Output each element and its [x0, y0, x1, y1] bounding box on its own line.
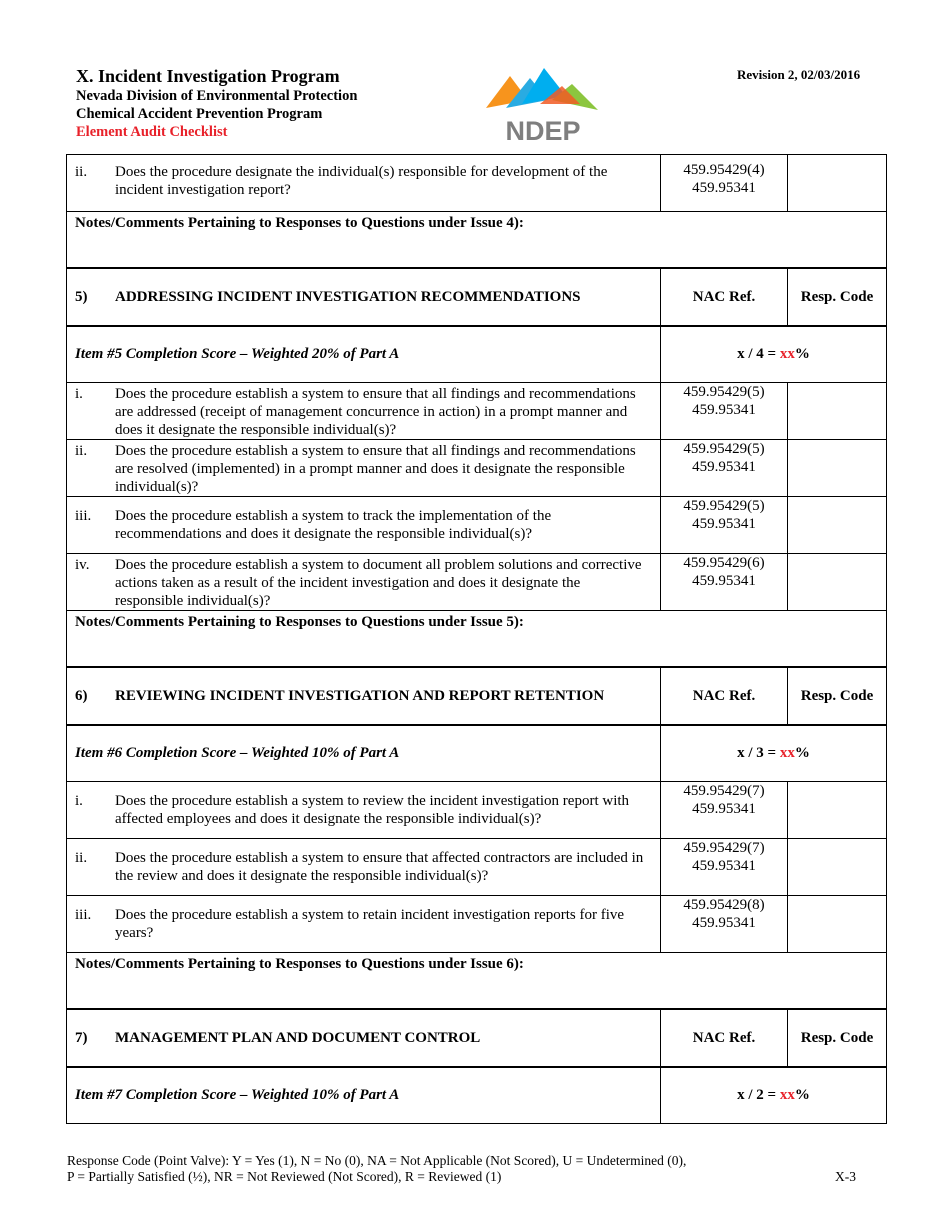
page-title: X. Incident Investigation Program: [76, 66, 340, 86]
page-header: [0, 0, 950, 156]
section-title: MANAGEMENT PLAN AND DOCUMENT CONTROL: [115, 1029, 481, 1046]
notes-field[interactable]: Notes/Comments Pertaining to Responses to Questions under Issue 5):: [67, 611, 887, 667]
score-row: Item #5 Completion Score – Weighted 20% of Part A x / 4 = xx%: [67, 326, 887, 383]
section-header: 6) REVIEWING INCIDENT INVESTIGATION AND REPORT RETENTION NAC Ref. Resp. Code: [67, 667, 887, 725]
resp-code-cell[interactable]: [788, 782, 887, 839]
ndep-logo: [482, 64, 604, 144]
notes-row: [67, 953, 887, 1009]
table-row: ii. Does the procedure establish a system to ensure that affected contractors are included in the review and does it designate the responsible individual(s)? 459.95429(7) 459.95341: [67, 839, 887, 896]
org-name: Nevada Division of Environmental Protection: [76, 88, 358, 104]
section-title: ADDRESSING INCIDENT INVESTIGATION RECOMMENDATIONS: [115, 288, 581, 305]
table-row: ii. Does the procedure designate the individual(s) responsible for development of the incident investigation report? 459.95429(4) 459.95341: [67, 155, 887, 212]
revision-label: Revision 2, 02/03/2016: [737, 67, 861, 82]
audit-checklist-table: [66, 154, 887, 1124]
resp-code-cell[interactable]: [788, 839, 887, 896]
section-header: 5) ADDRESSING INCIDENT INVESTIGATION RECOMMENDATIONS NAC Ref. Resp. Code: [67, 268, 887, 326]
notes-field[interactable]: Notes/Comments Pertaining to Responses to Questions under Issue 6):: [67, 953, 887, 1009]
section-header: 7) MANAGEMENT PLAN AND DOCUMENT CONTROL NAC Ref. Resp. Code: [67, 1009, 887, 1067]
response-code-legend: Response Code (Point Valve): Y = Yes (1), N = No (0), NA = Not Applicable (Not Scored), U = Undetermined (0), P = Partially Satisfied (½), NR = Not Reviewed (Not Scored), R = Reviewed (1): [67, 1153, 687, 1184]
table-row: iv. Does the procedure establish a system to document all problem solutions and corrective actions taken as a result of the incident investigation and does it designate the responsible individual(s)? 459.95429(6) 459.95341: [67, 554, 887, 611]
program-name: Chemical Accident Prevention Program: [76, 106, 323, 122]
resp-code-cell[interactable]: [788, 554, 887, 611]
page-number: X-3: [835, 1169, 856, 1184]
resp-code-cell[interactable]: [788, 497, 887, 554]
section-title: REVIEWING INCIDENT INVESTIGATION AND REPORT RETENTION: [115, 687, 605, 704]
table-row: i. Does the procedure establish a system to ensure that all findings and recommendations are addressed (receipt of management concurrence in action) in a prompt manner and does it designate the responsible individual(s)? 459.95429(5) 459.95341: [67, 383, 887, 440]
score-row: Item #6 Completion Score – Weighted 10% of Part A x / 3 = xx%: [67, 725, 887, 782]
table-row: ii. Does the procedure establish a system to ensure that all findings and recommendations are resolved (implemented) in a prompt manner and does it designate the responsible individual(s)? 459.95429(5) 459.95341: [67, 440, 887, 497]
svg-text:NDEP: NDEP: [505, 116, 581, 144]
resp-code-cell[interactable]: [788, 155, 887, 212]
notes-row: [67, 611, 887, 667]
table-row: iii. Does the procedure establish a system to retain incident investigation reports for five years? 459.95429(8) 459.95341: [67, 896, 887, 953]
table-row: iii. Does the procedure establish a system to track the implementation of the recommendations and does it designate the responsible individual(s)? 459.95429(5) 459.95341: [67, 497, 887, 554]
score-row: Item #7 Completion Score – Weighted 10% of Part A x / 2 = xx%: [67, 1067, 887, 1124]
document-type: Element Audit Checklist: [76, 124, 228, 140]
notes-row: [67, 212, 887, 268]
resp-code-cell[interactable]: [788, 896, 887, 953]
table-row: i. Does the procedure establish a system to review the incident investigation report with affected employees and does it designate the responsible individual(s)? 459.95429(7) 459.95341: [67, 782, 887, 839]
resp-code-cell[interactable]: [788, 383, 887, 440]
notes-field[interactable]: Notes/Comments Pertaining to Responses to Questions under Issue 4):: [67, 212, 887, 268]
resp-code-cell[interactable]: [788, 440, 887, 497]
